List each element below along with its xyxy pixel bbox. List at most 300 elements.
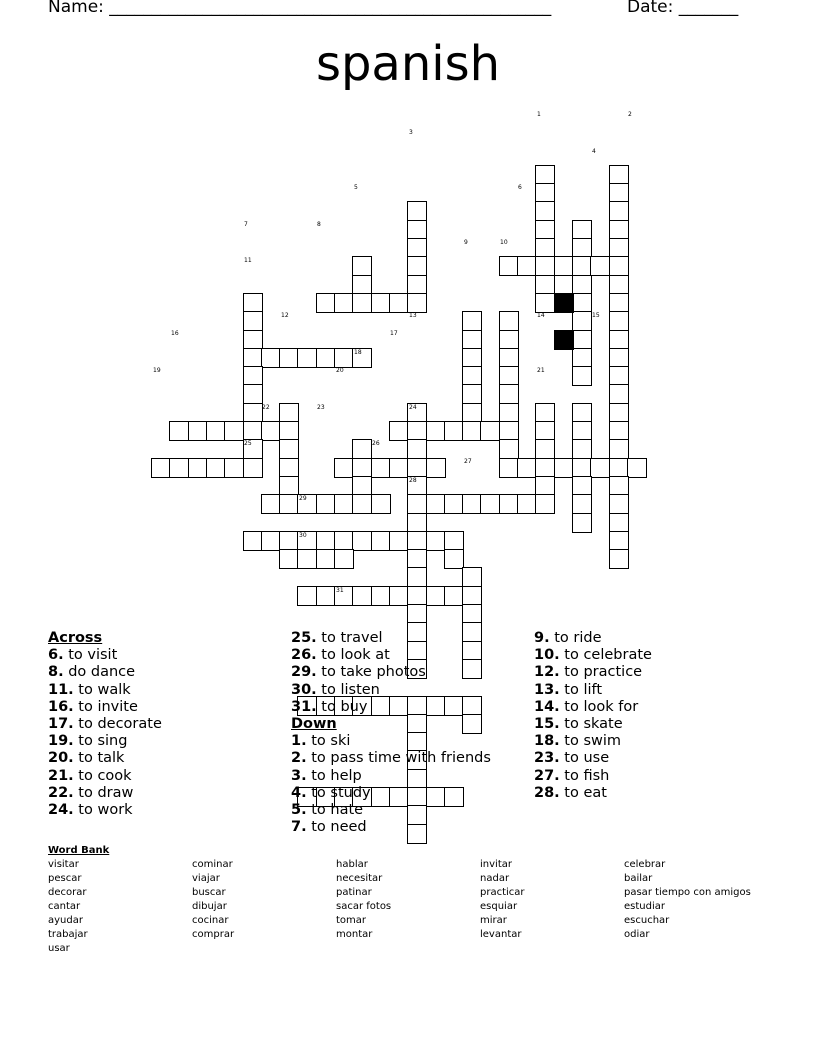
crossword-cell[interactable] — [261, 494, 281, 514]
crossword-cell[interactable] — [352, 293, 372, 313]
crossword-cell[interactable] — [206, 421, 226, 441]
clue-num: 11. — [48, 681, 74, 698]
crossword-cell[interactable] — [462, 604, 482, 624]
crossword-cell[interactable] — [462, 567, 482, 587]
clue-number: 31 — [336, 587, 344, 594]
clue-num: 7. — [291, 819, 307, 836]
crossword-cell[interactable] — [444, 586, 464, 606]
crossword-cell[interactable] — [243, 421, 263, 441]
crossword-cell[interactable] — [261, 421, 281, 441]
clue — [534, 682, 774, 699]
crossword-cell[interactable] — [243, 293, 263, 313]
word-bank-item: visitar — [48, 859, 79, 870]
crossword-cell[interactable] — [224, 421, 244, 441]
crossword-cell[interactable] — [407, 439, 427, 459]
word-bank-item: bailar — [624, 873, 653, 884]
crossword-cell[interactable] — [590, 458, 610, 478]
clue — [48, 716, 278, 733]
crossword-cell[interactable] — [389, 531, 409, 551]
crossword-cell[interactable] — [609, 183, 629, 203]
clue-text: to look at — [316, 647, 390, 664]
crossword-cell[interactable] — [627, 458, 647, 478]
crossword-cell[interactable] — [389, 586, 409, 606]
crossword-cell[interactable] — [535, 183, 555, 203]
crossword-cell[interactable] — [462, 586, 482, 606]
clue-text: to sing — [73, 733, 128, 750]
crossword-cell[interactable] — [572, 366, 592, 386]
clue-num: 13. — [534, 681, 560, 698]
crossword-cell[interactable] — [297, 586, 317, 606]
crossword-cell[interactable] — [609, 476, 629, 496]
crossword-cell[interactable] — [316, 293, 336, 313]
crossword-cell[interactable] — [444, 421, 464, 441]
clue-number: 22 — [262, 404, 270, 411]
crossword-cell[interactable] — [407, 256, 427, 276]
crossword-cell[interactable] — [407, 275, 427, 295]
crossword-cell[interactable] — [407, 293, 427, 313]
crossword-cell[interactable] — [169, 421, 189, 441]
clue-text: to visit — [63, 647, 118, 664]
word-bank-title: Word Bank — [48, 845, 110, 856]
clues-heading: Down — [291, 716, 337, 733]
crossword-cell[interactable] — [352, 256, 372, 276]
crossword-cell[interactable] — [535, 238, 555, 258]
word-bank-item: tomar — [336, 915, 367, 926]
crossword-cell[interactable] — [352, 494, 372, 514]
crossword-cell[interactable] — [444, 494, 464, 514]
word-bank-item: cocinar — [192, 915, 229, 926]
crossword-cell[interactable] — [407, 220, 427, 240]
clue-number: 17 — [390, 330, 398, 337]
crossword-cell[interactable] — [426, 421, 446, 441]
crossword-cell[interactable] — [609, 439, 629, 459]
crossword-cell[interactable] — [609, 531, 629, 551]
clue — [48, 664, 278, 681]
clue-text: to walk — [73, 681, 131, 698]
clue-num: 8. — [48, 664, 64, 681]
clue — [48, 785, 278, 802]
word-bank-item: ayudar — [48, 915, 83, 926]
crossword-cell[interactable] — [426, 586, 446, 606]
crossword-cell[interactable] — [609, 366, 629, 386]
clue — [291, 802, 531, 819]
crossword-cell[interactable] — [279, 403, 299, 423]
clue — [291, 785, 531, 802]
crossword-cell[interactable] — [352, 458, 372, 478]
clue-number: 19 — [153, 367, 161, 374]
crossword-cell[interactable] — [444, 549, 464, 569]
crossword-cell[interactable] — [279, 531, 299, 551]
crossword-cell[interactable] — [535, 256, 555, 276]
crossword-cell[interactable] — [499, 458, 519, 478]
crossword-cell[interactable] — [609, 201, 629, 221]
clue-num: 23. — [534, 750, 560, 767]
clue-text: to draw — [73, 784, 134, 801]
crossword-cell[interactable] — [243, 384, 263, 404]
crossword-cell[interactable] — [535, 421, 555, 441]
crossword-cell[interactable] — [499, 494, 519, 514]
clue-text: to ride — [549, 630, 602, 646]
crossword-cell[interactable] — [407, 549, 427, 569]
clue-text: to celebrate — [559, 647, 652, 664]
word-bank-item: hablar — [336, 859, 368, 870]
crossword-cell[interactable] — [407, 458, 427, 478]
clue — [48, 699, 278, 716]
crossword-cell[interactable] — [609, 293, 629, 313]
clue-text: to buy — [316, 698, 368, 715]
clue-num: 17. — [48, 716, 74, 733]
clue-number: 9 — [464, 239, 468, 246]
crossword-cell[interactable] — [609, 330, 629, 350]
clue-num: 27. — [534, 767, 560, 784]
word-bank-item: buscar — [192, 887, 226, 898]
clue-num: 6. — [48, 647, 64, 664]
crossword-cell[interactable] — [243, 366, 263, 386]
crossword-cell[interactable] — [279, 458, 299, 478]
crossword-cell[interactable] — [572, 293, 592, 313]
crossword-cell[interactable] — [572, 439, 592, 459]
crossword-cell[interactable] — [371, 494, 391, 514]
crossword-cell[interactable] — [297, 348, 317, 368]
crossword-cell[interactable] — [352, 476, 372, 496]
crossword-cell[interactable] — [609, 165, 629, 185]
word-bank-item: escuchar — [624, 915, 670, 926]
crossword-cell[interactable] — [261, 348, 281, 368]
word-bank-item: cominar — [192, 859, 233, 870]
crossword-cell[interactable] — [407, 494, 427, 514]
word-bank-item: invitar — [480, 859, 512, 870]
crossword-cell[interactable] — [572, 220, 592, 240]
crossword-cell[interactable] — [572, 513, 592, 533]
crossword-cell[interactable] — [462, 494, 482, 514]
crossword-cell[interactable] — [480, 494, 500, 514]
crossword-cell[interactable] — [609, 238, 629, 258]
crossword-cell[interactable] — [462, 421, 482, 441]
clue-num: 30. — [291, 681, 317, 698]
clue-num: 14. — [534, 698, 560, 715]
crossword-cell[interactable] — [517, 256, 537, 276]
crossword-cell[interactable] — [535, 293, 555, 313]
crossword-cell[interactable] — [609, 494, 629, 514]
crossword-cell[interactable] — [224, 458, 244, 478]
clue-text: to pass time with friends — [306, 750, 491, 767]
clue-num: 16. — [48, 698, 74, 715]
crossword-cell[interactable] — [371, 458, 391, 478]
crossword-cell[interactable] — [609, 421, 629, 441]
clue-number: 5 — [354, 184, 358, 191]
crossword-cell[interactable] — [462, 366, 482, 386]
clue — [48, 682, 278, 699]
clue-text: to ski — [306, 733, 351, 750]
crossword-cell[interactable] — [407, 604, 427, 624]
clue-number: 27 — [464, 458, 472, 465]
crossword-cell[interactable] — [243, 311, 263, 331]
crossword-cell[interactable] — [316, 586, 336, 606]
clue — [534, 785, 774, 802]
crossword-cell[interactable] — [572, 458, 592, 478]
crossword-cell[interactable] — [334, 531, 354, 551]
crossword-cell[interactable] — [151, 458, 171, 478]
name-field[interactable]: Name: ____________________________________________________ — [48, 0, 552, 17]
crossword-cell[interactable] — [535, 494, 555, 514]
crossword-cell[interactable] — [609, 513, 629, 533]
crossword-cell[interactable] — [535, 165, 555, 185]
crossword-cell[interactable] — [279, 476, 299, 496]
clue — [534, 733, 774, 750]
clue — [48, 768, 278, 785]
clue-number: 24 — [409, 404, 417, 411]
crossword-cell[interactable] — [279, 439, 299, 459]
crossword-cell[interactable] — [554, 458, 574, 478]
clue — [48, 750, 278, 767]
word-bank-item: dibujar — [192, 901, 227, 912]
clue-number: 16 — [171, 330, 179, 337]
crossword-cell[interactable] — [462, 403, 482, 423]
crossword-cell[interactable] — [609, 549, 629, 569]
clue-text: to skate — [559, 716, 623, 733]
crossword-cell[interactable] — [169, 458, 189, 478]
crossword-cell[interactable] — [499, 366, 519, 386]
crossword-cell[interactable] — [243, 348, 263, 368]
clue-text: to hate — [306, 802, 364, 819]
clue-text: to use — [559, 750, 610, 767]
crossword-cell[interactable] — [609, 403, 629, 423]
clue-number: 2 — [628, 111, 632, 118]
crossword-cell[interactable] — [316, 494, 336, 514]
clue-text: to lift — [559, 681, 603, 698]
clue-num: 4. — [291, 784, 307, 801]
clue-text: do dance — [63, 664, 136, 681]
crossword-cell[interactable] — [535, 439, 555, 459]
crossword-cell[interactable] — [243, 531, 263, 551]
clues-heading: Across — [48, 630, 103, 646]
crossword-cell[interactable] — [352, 586, 372, 606]
clue-number: 13 — [409, 312, 417, 319]
clue-text: to practice — [559, 664, 643, 681]
clue — [534, 750, 774, 767]
clue-text: to work — [73, 802, 133, 819]
clue-num: 24. — [48, 802, 74, 819]
crossword-cell[interactable] — [334, 494, 354, 514]
crossword-cell[interactable] — [334, 458, 354, 478]
crossword-cell[interactable] — [188, 421, 208, 441]
crossword-cell[interactable] — [334, 348, 354, 368]
crossword-cell[interactable] — [243, 403, 263, 423]
crossword-cell[interactable] — [188, 458, 208, 478]
crossword-cell[interactable] — [243, 458, 263, 478]
crossword-cell[interactable] — [535, 275, 555, 295]
crossword-cell[interactable] — [609, 311, 629, 331]
crossword-cell[interactable] — [462, 384, 482, 404]
crossword-cell[interactable] — [462, 348, 482, 368]
crossword-cell[interactable] — [499, 439, 519, 459]
word-bank-item: esquiar — [480, 901, 518, 912]
clue-num: 15. — [534, 716, 560, 733]
clue-number: 30 — [299, 532, 307, 539]
crossword-cell[interactable] — [316, 348, 336, 368]
crossword-cell[interactable] — [279, 549, 299, 569]
crossword-cell[interactable] — [389, 293, 409, 313]
crossword-cell[interactable] — [499, 348, 519, 368]
crossword-cell[interactable] — [535, 201, 555, 221]
clue-num: 2. — [291, 750, 307, 767]
clue — [48, 733, 278, 750]
crossword-cell[interactable] — [572, 476, 592, 496]
word-bank-item: mirar — [480, 915, 507, 926]
clue-text: to look for — [559, 698, 639, 715]
word-bank-item: pescar — [48, 873, 82, 884]
crossword-cell[interactable] — [535, 403, 555, 423]
crossword-cell[interactable] — [389, 458, 409, 478]
word-bank-item: patinar — [336, 887, 372, 898]
crossword-cell[interactable] — [352, 531, 372, 551]
crossword-cell[interactable] — [334, 549, 354, 569]
crossword-cell[interactable] — [517, 494, 537, 514]
crossword-cell[interactable] — [352, 439, 372, 459]
clue-num: 18. — [534, 733, 560, 750]
crossword-cell[interactable] — [316, 549, 336, 569]
crossword-cell[interactable] — [206, 458, 226, 478]
date-field[interactable]: Date: _______ — [627, 0, 739, 17]
clue-num: 28. — [534, 784, 560, 801]
crossword-cell[interactable] — [499, 384, 519, 404]
crossword-cell[interactable] — [407, 567, 427, 587]
crossword-cell[interactable] — [371, 293, 391, 313]
clue-number: 25 — [244, 440, 252, 447]
crossword-cell[interactable] — [609, 384, 629, 404]
crossword-cell[interactable] — [572, 238, 592, 258]
clue — [534, 647, 774, 664]
clue — [291, 750, 531, 767]
clue — [291, 819, 531, 836]
crossword-cell[interactable] — [426, 458, 446, 478]
clue-num: 26. — [291, 647, 317, 664]
crossword-cell[interactable] — [572, 311, 592, 331]
word-bank-item: celebrar — [624, 859, 666, 870]
clue-text: to need — [306, 819, 367, 836]
crossword-cell[interactable] — [609, 256, 629, 276]
crossword-cell[interactable] — [279, 348, 299, 368]
clue — [291, 682, 531, 699]
clue-text: to swim — [559, 733, 622, 750]
clue-number: 10 — [500, 239, 508, 246]
crossword-cell[interactable] — [371, 586, 391, 606]
clue-number: 14 — [537, 312, 545, 319]
clue-number: 29 — [299, 495, 307, 502]
crossword-cell[interactable] — [389, 421, 409, 441]
crossword-cell[interactable] — [499, 421, 519, 441]
crossword-cell[interactable] — [535, 458, 555, 478]
crossword-cell[interactable] — [407, 238, 427, 258]
clue-num: 3. — [291, 767, 307, 784]
clue-number: 18 — [354, 349, 362, 356]
crossword-cell[interactable] — [572, 330, 592, 350]
clue-num: 5. — [291, 802, 307, 819]
crossword-cell[interactable] — [334, 293, 354, 313]
crossword-cell[interactable] — [407, 201, 427, 221]
crossword-cell[interactable] — [371, 531, 391, 551]
crossword-cell[interactable] — [444, 531, 464, 551]
clue — [534, 768, 774, 785]
crossword-cell[interactable] — [572, 275, 592, 295]
crossword-cell[interactable] — [572, 421, 592, 441]
clue — [534, 716, 774, 733]
crossword-cell[interactable] — [609, 348, 629, 368]
crossword-cell[interactable] — [590, 256, 610, 276]
clue-num: 19. — [48, 733, 74, 750]
word-bank-item: cantar — [48, 901, 81, 912]
clue-number: 1 — [537, 111, 541, 118]
crossword-cell[interactable] — [554, 256, 574, 276]
crossword-cell[interactable] — [279, 494, 299, 514]
clue-text: to invite — [73, 698, 138, 715]
crossword-cell[interactable] — [462, 330, 482, 350]
crossword-cell[interactable] — [243, 330, 263, 350]
clues-column-1 — [48, 630, 278, 819]
puzzle-title: spanish — [315, 36, 501, 92]
word-bank-item: levantar — [480, 929, 522, 940]
crossword-cell[interactable] — [407, 421, 427, 441]
clue-num: 20. — [48, 750, 74, 767]
crossword-cell[interactable] — [407, 513, 427, 533]
crossword-cell[interactable] — [407, 531, 427, 551]
crossword-cell[interactable] — [352, 275, 372, 295]
clue-num: 21. — [48, 767, 74, 784]
crossword-cell[interactable] — [462, 311, 482, 331]
crossword-cell[interactable] — [499, 330, 519, 350]
clue-num: 31. — [291, 698, 317, 715]
crossword-cell[interactable] — [261, 531, 281, 551]
clue-number: 21 — [537, 367, 545, 374]
clue — [534, 699, 774, 716]
clue-number: 6 — [518, 184, 522, 191]
crossword-cell[interactable] — [517, 458, 537, 478]
crossword-cell[interactable] — [535, 220, 555, 240]
crossword-cell[interactable] — [499, 256, 519, 276]
crossword-cell[interactable] — [609, 458, 629, 478]
word-bank-item: nadar — [480, 873, 510, 884]
clues-column-3 — [534, 630, 774, 802]
crossword-cell[interactable] — [609, 220, 629, 240]
crossword-cell[interactable] — [572, 348, 592, 368]
crossword-cell[interactable] — [480, 421, 500, 441]
crossword-cell[interactable] — [572, 494, 592, 514]
crossword-cell[interactable] — [499, 403, 519, 423]
crossword-cell[interactable] — [426, 494, 446, 514]
clue-number: 26 — [372, 440, 380, 447]
crossword-cell[interactable] — [426, 531, 446, 551]
crossword-cell[interactable] — [499, 311, 519, 331]
clue-num: 9. — [534, 630, 550, 646]
crossword-cell[interactable] — [609, 275, 629, 295]
clue — [291, 733, 531, 750]
crossword-cell[interactable] — [316, 531, 336, 551]
word-bank-item: usar — [48, 943, 70, 954]
crossword-cell[interactable] — [279, 421, 299, 441]
word-bank-item: sacar fotos — [336, 901, 392, 912]
crossword-cell[interactable] — [572, 256, 592, 276]
crossword-cell[interactable] — [297, 549, 317, 569]
clue-text: to travel — [316, 630, 383, 646]
crossword-cell[interactable] — [535, 476, 555, 496]
word-bank-item: odiar — [624, 929, 650, 940]
clue — [291, 630, 531, 647]
crossword-cell[interactable] — [572, 403, 592, 423]
clue-num: 12. — [534, 664, 560, 681]
clue-number: 15 — [592, 312, 600, 319]
word-bank-item: necesitar — [336, 873, 383, 884]
crossword-cell[interactable] — [407, 586, 427, 606]
